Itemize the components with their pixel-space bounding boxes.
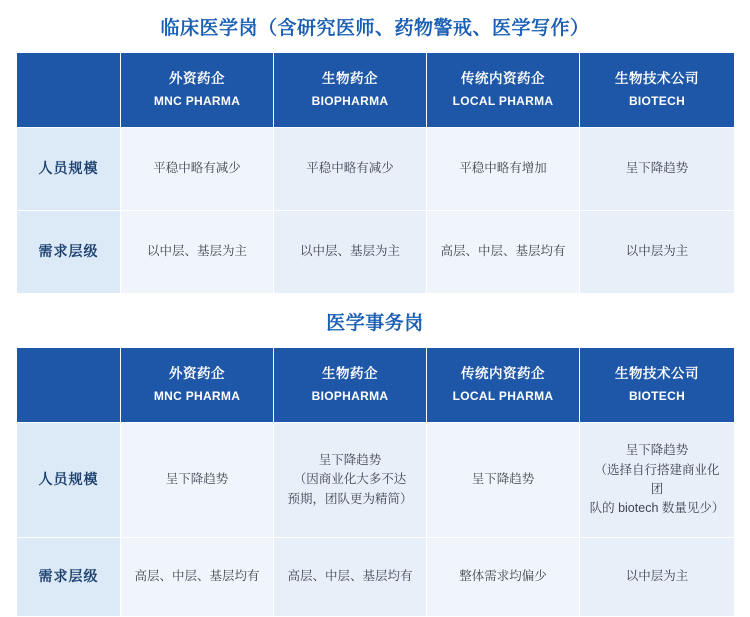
cell-headcount-local: 呈下降趋势 xyxy=(427,423,580,538)
column-header-local-pharma xyxy=(427,348,580,423)
cell-demand-biopharma: 高层、中层、基层均有 xyxy=(274,538,427,617)
table-clinical-roles xyxy=(16,52,735,294)
table-medical-affairs-roles xyxy=(16,347,735,617)
column-header-biopharma xyxy=(274,348,427,423)
column-header-en: LOCAL PHARMA xyxy=(452,389,554,404)
cell-demand-biotech: 以中层为主 xyxy=(580,211,735,294)
section-title-medical-affairs: 医学事务岗 xyxy=(326,313,424,334)
cell-headcount-biopharma: 呈下降趋势 （因商业化大多不达 预期，团队更为精简） xyxy=(274,423,427,538)
table-header-row xyxy=(17,53,735,128)
column-header-en: MNC PHARMA xyxy=(153,94,241,109)
column-header-en: LOCAL PHARMA xyxy=(452,94,554,109)
table-header-row xyxy=(17,348,735,423)
cell-demand-mnc: 以中层、基层为主 xyxy=(121,211,274,294)
column-header-cn: 生物药企 xyxy=(322,366,378,382)
cell-headcount-mnc: 平稳中略有减少 xyxy=(121,128,274,211)
table-row xyxy=(17,211,735,294)
cell-demand-local: 高层、中层、基层均有 xyxy=(427,211,580,294)
column-header-cn: 生物药企 xyxy=(322,71,378,87)
table-row xyxy=(17,128,735,211)
column-header-biotech xyxy=(580,348,735,423)
cell-headcount-mnc: 呈下降趋势 xyxy=(121,423,274,538)
row-header-headcount: 人员规模 xyxy=(17,128,121,211)
column-header-en: BIOPHARMA xyxy=(311,94,389,109)
table-corner-cell xyxy=(17,348,121,423)
column-header-en: BIOTECH xyxy=(628,389,686,404)
column-header-en: MNC PHARMA xyxy=(153,389,241,404)
table-row xyxy=(17,538,735,617)
section-title-clinical: 临床医学岗（含研究医师、药物警戒、医学写作） xyxy=(160,18,590,39)
cell-headcount-biotech: 呈下降趋势 （选择自行搭建商业化团 队的 biotech 数量见少） xyxy=(580,423,735,538)
row-header-demand-level: 需求层级 xyxy=(17,538,121,617)
cell-headcount-biotech: 呈下降趋势 xyxy=(580,128,735,211)
table-corner-cell xyxy=(17,53,121,128)
row-header-demand-level: 需求层级 xyxy=(17,211,121,294)
column-header-cn: 外资药企 xyxy=(169,71,225,87)
column-header-cn: 外资药企 xyxy=(169,366,225,382)
column-header-local-pharma xyxy=(427,53,580,128)
column-header-cn: 生物技术公司 xyxy=(615,366,699,382)
column-header-cn: 传统内资药企 xyxy=(461,366,545,382)
column-header-en: BIOPHARMA xyxy=(311,389,389,404)
cell-headcount-biopharma: 平稳中略有减少 xyxy=(274,128,427,211)
column-header-cn: 生物技术公司 xyxy=(615,71,699,87)
column-header-biopharma xyxy=(274,53,427,128)
cell-demand-biotech: 以中层为主 xyxy=(580,538,735,617)
cell-demand-biopharma: 以中层、基层为主 xyxy=(274,211,427,294)
table-row xyxy=(17,423,735,538)
column-header-biotech xyxy=(580,53,735,128)
row-header-headcount: 人员规模 xyxy=(17,423,121,538)
column-header-mnc-pharma xyxy=(121,348,274,423)
column-header-en: BIOTECH xyxy=(628,94,686,109)
cell-demand-local: 整体需求均偏少 xyxy=(427,538,580,617)
cell-demand-mnc: 高层、中层、基层均有 xyxy=(121,538,274,617)
column-header-mnc-pharma xyxy=(121,53,274,128)
cell-headcount-local: 平稳中略有增加 xyxy=(427,128,580,211)
column-header-cn: 传统内资药企 xyxy=(461,71,545,87)
